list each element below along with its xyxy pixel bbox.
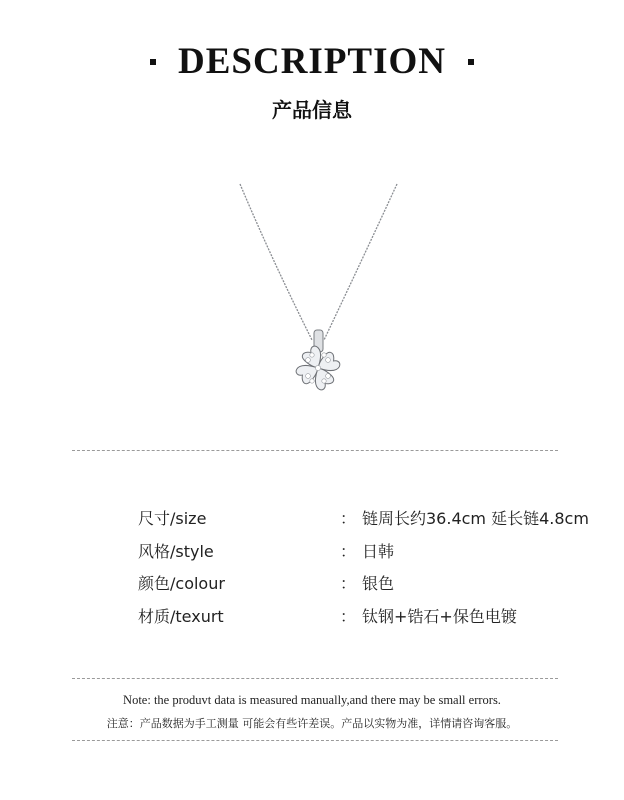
spec-value: 钛钢+锆石+保色电镀 <box>362 607 517 626</box>
divider-note-top <box>72 678 558 679</box>
spec-colon: ： <box>340 607 357 626</box>
spec-row-colour <box>0 571 624 595</box>
divider-note-bottom <box>72 740 558 741</box>
spec-value: 链周长约36.4cm 延长链4.8cm <box>362 509 589 528</box>
spec-label: 风格/style <box>138 542 214 561</box>
clover-pendant <box>293 343 342 392</box>
page-subtitle: 产品信息 <box>272 98 352 122</box>
spec-colon: ： <box>340 542 357 561</box>
product-image <box>232 180 402 395</box>
spec-colon: ： <box>340 509 357 528</box>
spec-row-style <box>0 539 624 563</box>
bullet-dot-right <box>468 59 474 65</box>
spec-colon: ： <box>340 574 357 593</box>
page-title <box>0 40 624 83</box>
spec-label: 尺寸/size <box>138 509 207 528</box>
note-chinese: 注意：产品数据为手工测量 可能会有些许差误。产品以实物为准，详情请咨询客服。 <box>106 717 518 730</box>
title-text: DESCRIPTION <box>178 41 446 82</box>
note-english: Note: the produvt data is measured manually,and there may be small errors. <box>123 693 501 707</box>
necklace-chain-right <box>324 184 397 340</box>
bullet-dot-left <box>150 59 156 65</box>
spec-value: 银色 <box>362 574 395 593</box>
spec-label: 颜色/colour <box>138 574 225 593</box>
necklace-chain <box>240 184 312 340</box>
spec-label: 材质/texurt <box>138 607 224 626</box>
divider-top <box>72 450 558 451</box>
spec-row-material <box>0 604 624 628</box>
spec-row-size <box>0 506 624 530</box>
spec-value: 日韩 <box>362 542 395 561</box>
